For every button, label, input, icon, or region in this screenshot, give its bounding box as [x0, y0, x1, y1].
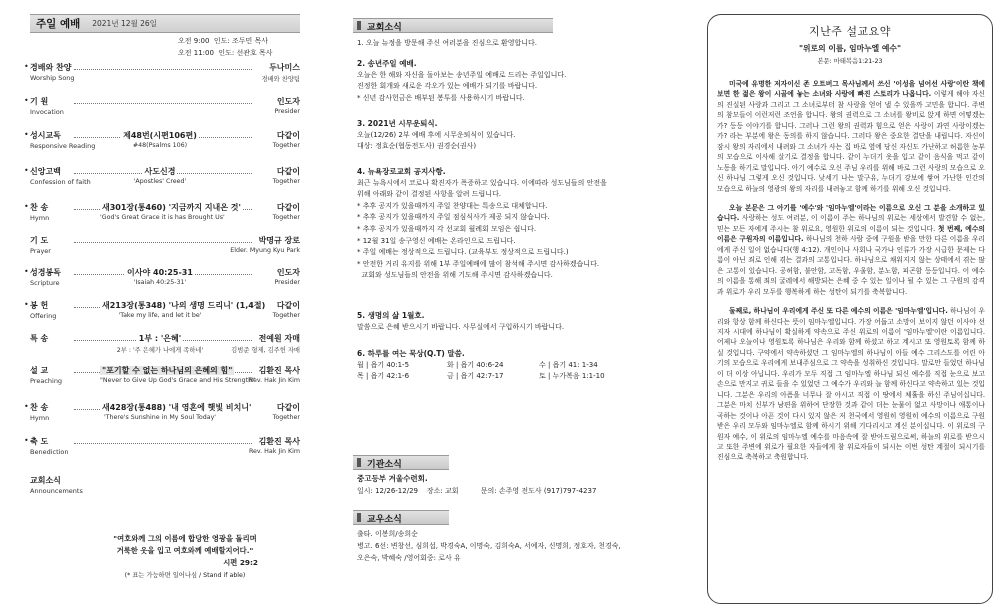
worship-header	[30, 14, 300, 33]
worship-item	[30, 300, 300, 326]
service-time: 오전 9:00	[178, 37, 210, 45]
item-title-ko: • 봉 헌	[30, 300, 50, 311]
item-title-ko: 설 교	[30, 366, 49, 375]
worship-date: 2021년 12월 26일	[92, 19, 157, 28]
worship-item	[30, 130, 300, 156]
mission-name: 중고등부 겨울수련회.	[357, 474, 428, 483]
news-text: * 추후 공지가 있을때까지 주일 찬양대는 특송으로 대체합니다.	[357, 201, 548, 210]
sermon-emphasis: 둘째로, 하나님이 우리에게 주신 또 다른 예수의 이름은 '임마누엘'입니다.	[729, 307, 948, 316]
item-title-en: Offering	[30, 312, 57, 320]
qt-day: 수 | 욥기 41: 1-34	[539, 360, 598, 369]
item-title-ko: • 기 원	[30, 96, 50, 107]
item-title-en: Announcements	[30, 487, 83, 495]
item-detail-text: 1부 : '은혜'	[138, 334, 182, 343]
mission-header	[353, 455, 449, 470]
news-text: 말씀으로 은혜 받으시기 바랍니다. 사무실에서 구입하시기 바랍니다.	[357, 322, 565, 331]
sermon-emphasis: 첫 번째, 예수의 이름은 구원자의 이름입니다.	[717, 224, 985, 244]
item-title-en: Invocation	[30, 108, 64, 116]
sermon-text: 하나님의 천하 사람 중에 구원을 받을 만한 다른 이름을 우리에게 주신 일이 없습니다(행 4:12). 개인이나 사회나 국가나 인류가 가장 시급한 문제는 다름이 아닌 죄로 인해 겪는 결과의 고통입니다. 하나님으로 채워지지 않는 상태에서 겪는 많은 고통이 있습니다. 공허함, 불안함, 고독함, 우울함, 분노함, 피곤함 등등입니다. 이 예수의 이름을 통해 죄의 굴레에서 해방되는 은혜 중 수 있는 일이나 될 수 있는 그 구원의 감격과 위로가 우리 모두를 행복하게 하는 성탄이 되기를 축복합니다.	[717, 235, 985, 296]
sermon-emphasis: 미국에 유명한 저자이신 존 오트버그 목사님께서 쓰신 '이성을 넘어선 사랑'이란 책에 보면 한 젊은 왕이 시골에 놓는 소녀와 사랑에 빠진 스토리가 나옵니다.	[717, 80, 985, 99]
worship-item	[30, 235, 300, 261]
item-title-ko: • 성시교독	[30, 130, 63, 141]
item-title-ko: 특 송	[30, 334, 49, 343]
worship-item	[30, 365, 300, 391]
item-leader: 두나미스	[269, 63, 300, 72]
item-leader-en: Rev. Hak Jin Kim	[248, 448, 300, 455]
sermon-text: 이렇게 해야 자신의 진실된 사랑과 그리고 그 소녀로부터 참 사랑을 얻어 낼 수 있을까 고민을 합니다. 주변의 참모들이 이런저런 조언을 합니다. 왕의 권력으로 그 소녀를 왕비로 앉게 하면 어떻겠는가? 등등 이야기를 합니다. 그러나 그런 왕의 권력과 힘으로 얻은 사랑이 과연 사랑이겠는가? 라는 부분에 왕은 동의를 하지 않습니다. 그러다 왕은 중요한 결단을 내립니다. 자신이 잠시 왕의 자리에서 내려와 그 소녀가 사는 집 바로 옆에 당신 자신도 가난하고 허름한 농부의 모습으로 이사해 살기로 결정을 합니다. 같이 누더기 옷을 입고 같이 음식을 먹고 같이 노동을 하기로 말입니다. 아기 예수로 오신 주님 우리를 위해 바로 그런 사랑의 모습으로 오신 하나님 그렇게 오신 것입니다. 낮세기 나는 말구유, 누더기 강보에 쌓여 가난한 인간의 모습으로 하늘의 영광의 왕의 자리를 내려놓고 함께 하기를 위해 오신 것입니다.	[717, 90, 985, 193]
item-title-ko: • 찬 송	[30, 202, 50, 213]
item-leader: 다같이	[276, 203, 300, 212]
item-title-ko: • 신앙고백	[30, 166, 63, 177]
item-detail-en: #48(Psalms 106)	[132, 142, 188, 149]
dotted-leader	[74, 103, 252, 104]
item-leader: 김환진 목사	[258, 437, 300, 446]
news-text: 오늘은 한 해와 자신을 돌아보는 송년주일 예배로 드리는 주일입니다.	[357, 70, 567, 79]
item-detail-text: 이사야 40:25-31	[127, 268, 193, 277]
absence-title: 교우소식	[367, 515, 402, 525]
news-title: 교회소식	[367, 23, 402, 33]
service-leader: 인도: 선관호 목사	[218, 49, 273, 57]
absence-text: 오은숙, 박혜숙 /영어회중: 로사 유	[357, 554, 461, 562]
news-text: 최근 뉴욕시에서 코로나 확진자가 폭증하고 있습니다. 이에따라 성도님들의 안전을	[357, 178, 607, 187]
item-detail-en: 'There's Sunshine in My Soul Today'	[103, 414, 217, 421]
worship-title: 주일 예배	[36, 18, 81, 30]
item-leader: 인도자	[276, 97, 300, 106]
item-leader: 다같이	[276, 403, 300, 412]
item-leader-en: 김범준 형제, 김주헌 자매	[231, 347, 300, 354]
item-leader-en: Together	[272, 178, 300, 185]
item-detail	[100, 267, 220, 278]
worship-item	[30, 436, 300, 462]
item-title-en: Confession of faith	[30, 178, 91, 186]
item-title-en: Prayer	[30, 247, 51, 255]
worship-item	[30, 402, 300, 428]
qt-day: 금 | 욥기 42:7-17	[447, 372, 504, 381]
news-text: 교회와 성도님들의 안전을 위해 기도해 주시면 감사하겠습니다.	[357, 271, 553, 280]
worship-item	[30, 333, 300, 359]
item-leader-en: 경배와 찬양팀	[261, 76, 300, 83]
item-leader-en: Together	[272, 142, 300, 149]
qt-day: 월 | 욥기 40:1-5	[357, 360, 410, 369]
quote-line: "여호와께 그의 이름에 합당한 영광을 돌리며	[113, 534, 257, 543]
item-leader: 인도자	[276, 268, 300, 277]
sermon-title: 지난주 설교요약	[809, 25, 891, 38]
qt-schedule	[357, 360, 675, 383]
service-leader: 인도: 조두민 목사	[213, 37, 269, 45]
sermon-paragraph	[717, 203, 985, 297]
news-text: 대상: 정효순(협동전도사) 권경순(권사)	[357, 142, 477, 151]
item-leader-en: Together	[272, 414, 300, 421]
qt-day: 목 | 욥기 42:1-6	[357, 372, 410, 381]
item-title-en: Scripture	[30, 279, 60, 287]
sermon-subtitle: "위로의 이름, 임마누엘 예수"	[798, 44, 902, 53]
news-column	[353, 14, 678, 604]
item-title-ko: • 축 도	[30, 436, 50, 447]
item-detail-en: 'Apostles' Creed'	[133, 178, 187, 185]
sermon-text: 사랑하는 성도 여러분, 이 이름이 주는 하나님의 위로는 세상에서 발견할 수 없는, 믿는 모든 자에게 주시는 참 위로요, 영원한 위로의 이름이 되는 것입니다.	[717, 214, 985, 233]
news-text: * 신년 감사헌금은 배부된 봉투를 사용하시기 바랍니다.	[357, 93, 525, 102]
item-detail	[100, 300, 266, 311]
news-text: 1. 오늘 뉴정을 방문해 주신 여러분을 진심으로 환영합니다.	[357, 39, 538, 47]
item-detail-en: 'Take my life, and let it be'	[118, 312, 202, 319]
item-title-en: Benediction	[30, 448, 69, 456]
news-item-3	[357, 118, 675, 153]
sermon-text: 하나님이 우리와 항상 함께 하신다는 뜻이 임마누엘입니다. 가장 어둡고 소망이 보이지 않던 이사야 선지자 시대에 하나님이 확실하게 약속으로 주신 위로의 이름이 '임마누엘'이란 이름입니다. 어제나 오늘이나 영원토록 하나님은 우리와 함께 하셨고 하고 계시고 또 영원토록 함께 하실 것입니다. 구약에서 약속하셨던 그 임마누엘의 하나님이 아들 예수 그리스도를 어린 아기의 모습으로 우리에게 보내주심으로 그 약속을 성취하신 것입니다. 말로만 들었던 하나님이 더 이상 아닙니다. 우리가 모두 직접 그 임마누엘 하나님 되신 예수를 직접 눈으로 보고 손으로 만지고 귀로 들을 수 있었던 그 예수가 우리와 늘 함께 하신다고 약속하고 있는 것입니다. 그분은 우리의 아픔을 너무나 잘 아시고 직접 이 땅에서 체휼을 하신 주님이십니다. 그분은 마치 신부가 남편을 위하여 단장한 것과 같이 더는 눈물이 없고 사망이나 애통이나 곡하는 것이나 아픈 것이 다시 있지 않은 저 천국에서 영원히 영원히 예수의 이름으로 구원받은 우리 모두와 임마누엘로 함께 하시기 위해 기다리시고 계신 분이십니다. 이 위로의 구원자 예수, 이 위로의 임마누엘 예수를 마음속에 잘 받아드림으로써, 하늘의 위로를 받으시고 또한 주변에 위로가 필요한 자들에게 참 위로자들이 되시는 이번 성탄 계절이 되시기를 진심으로 축복하고 축원합니다.	[717, 307, 985, 462]
news-text: * 안전한 거리 유지를 위해 1부 주일예배에 많이 참석해 주시면 감사하겠습니다.	[357, 259, 600, 268]
item-detail	[100, 402, 252, 413]
dotted-leader	[74, 69, 252, 70]
item-title-en: Worship Song	[30, 74, 75, 82]
item-leader-en: Together	[272, 214, 300, 221]
item-detail	[100, 202, 241, 213]
quote-line: 거룩한 옷을 입고 여호와께 예배할지어다."	[116, 546, 254, 555]
mission-detail: 일시: 12/26-12/29 장소: 교회 문의: 손주영 전도사 (917)797-4237	[357, 487, 597, 495]
sermon-body	[717, 79, 985, 472]
item-title-ko: • 찬 송	[30, 402, 50, 413]
item-detail-text: 사도신경	[144, 167, 176, 176]
item-detail-text: "포기할 수 없는 하나님의 은혜의 힘"	[102, 366, 233, 375]
news-item-6	[357, 348, 675, 383]
item-title-ko: 교회소식	[30, 476, 61, 485]
news-text: 오늘(12/26) 2부 예배 후에 시무운퇴식이 있습니다.	[357, 130, 516, 139]
absence-item	[357, 528, 675, 564]
qt-day: 토 | 누가복음 1:1-10	[539, 372, 605, 381]
item-leader-en: Together	[272, 312, 300, 319]
worship-item	[30, 62, 300, 88]
item-detail	[100, 365, 233, 376]
service-time-row	[178, 47, 300, 59]
item-title-en: Preaching	[30, 377, 63, 385]
sermon-summary-box	[707, 14, 993, 604]
news-text: * 주일 예배는 정상적으로 드립니다. (교육부도 정상적으로 드립니다.)	[357, 248, 569, 257]
news-item-title: 6. 하루를 여는 묵상(Q.T) 말씀.	[357, 349, 465, 358]
absence-text: 출타. 이봉희/송희순	[357, 530, 418, 538]
item-title-en: Responsive Reading	[30, 142, 96, 150]
news-item-5	[357, 310, 675, 333]
worship-item	[30, 96, 300, 122]
mission-title: 기관소식	[367, 460, 402, 470]
item-leader: 전예원 자매	[258, 334, 300, 343]
item-title-ko: 기 도	[30, 236, 49, 245]
sermon-emphasis: 오늘 본문은 그 아기를 '예수'와 '임마누엘'이라는 이름으로 오신 그 분을 소개하고 있습니다.	[717, 203, 985, 223]
news-text: 진정한 회개와 새로운 각오가 있는 예배가 되기를 바랍니다.	[357, 82, 538, 91]
item-detail	[100, 130, 220, 141]
item-detail-text: 제48번(시편106편)	[123, 131, 197, 140]
service-times	[178, 35, 300, 59]
item-detail	[100, 166, 220, 177]
item-leader-en: Rev. Hak Jin Kim	[248, 377, 300, 384]
item-title-en: Hymn	[30, 214, 50, 222]
item-detail-text: 새213장(통348) '나의 생명 드리니' (1,4절)	[102, 301, 266, 310]
news-item-title: 2. 송년주일 예배.	[357, 59, 417, 68]
item-leader: 다같이	[276, 131, 300, 140]
absence-text: 병고. 6선: 변창선, 심희섭, 박경숙A, 이명숙, 김희숙A, 서예자, 신명희, 정호자, 천경숙,	[357, 542, 621, 550]
worship-item	[30, 267, 300, 293]
news-header	[353, 18, 553, 33]
dotted-leader	[74, 443, 252, 444]
mission-item	[357, 473, 675, 497]
news-item-4	[357, 166, 675, 282]
news-item-title: 4. 뉴욕장로교회 공지사항.	[357, 167, 446, 176]
service-time-row	[178, 35, 300, 47]
worship-item	[30, 166, 300, 192]
sermon-paragraph	[717, 306, 985, 463]
dotted-leader	[74, 242, 252, 243]
scripture-quote	[70, 533, 300, 569]
news-item-title: 5. 생명의 삶 1월호.	[357, 311, 425, 320]
item-title-ko: • 경배와 찬양	[30, 62, 73, 73]
item-detail-text: 새301장(통460) '지금까지 지내온 것'	[102, 203, 241, 212]
news-item-2	[357, 58, 675, 104]
item-leader: 다같이	[276, 167, 300, 176]
item-leader: 다같이	[276, 301, 300, 310]
item-detail-en: "Never to Give Up God's Grace and His Strength"	[100, 377, 255, 384]
news-text: * 추후 공지가 있을때까지 주일 점심식사가 제공 되지 않습니다.	[357, 213, 550, 222]
worship-order-column	[30, 14, 300, 604]
quote-reference: 시편 29:2	[223, 558, 258, 567]
sermon-paragraph	[717, 79, 985, 194]
item-leader-en: Elder. Myung Kyu Park	[230, 247, 300, 254]
item-detail-text: 새428장(통488) '내 영혼에 햇빛 비치니'	[102, 403, 252, 412]
item-title-ko: • 성경봉독	[30, 267, 63, 278]
news-text: * 12월 31일 송구영신 예배는 온라인으로 드립니다.	[357, 236, 516, 245]
news-item-1	[357, 38, 675, 50]
news-text: * 추후 공지가 있을때까지 각 선교회 월례회 모임은 쉽니다.	[357, 224, 537, 233]
news-text: 위해 아래와 같이 결정된 사항을 알려 드립니다.	[357, 190, 502, 199]
qt-day: 화 | 욥기 40:6-24	[447, 360, 504, 369]
item-detail-en: 'Isaiah 40:25-31'	[133, 279, 187, 286]
worship-item	[30, 202, 300, 228]
service-time: 오전 11:00	[178, 49, 214, 57]
item-detail-en: 2부 : '주 은혜가 나에게 족하네'	[116, 347, 204, 354]
absence-header	[353, 510, 449, 525]
item-detail-en: 'God's Great Grace it is has Brought Us'	[100, 214, 225, 221]
sermon-reference: 본문: 마태복음1:21-23	[817, 58, 883, 65]
item-leader: 김환진 목사	[258, 366, 300, 375]
stand-note: (* 표는 가능하면 일어나심 / Stand if able)	[124, 572, 246, 579]
item-leader: 박명규 장로	[258, 236, 300, 245]
item-leader-en: Presider	[274, 279, 300, 286]
item-leader-en: Presider	[274, 108, 300, 115]
item-detail	[100, 333, 220, 344]
news-item-title: 3. 2021년 시무운퇴식.	[357, 119, 438, 128]
item-title-en: Hymn	[30, 414, 50, 422]
worship-item	[30, 475, 300, 501]
